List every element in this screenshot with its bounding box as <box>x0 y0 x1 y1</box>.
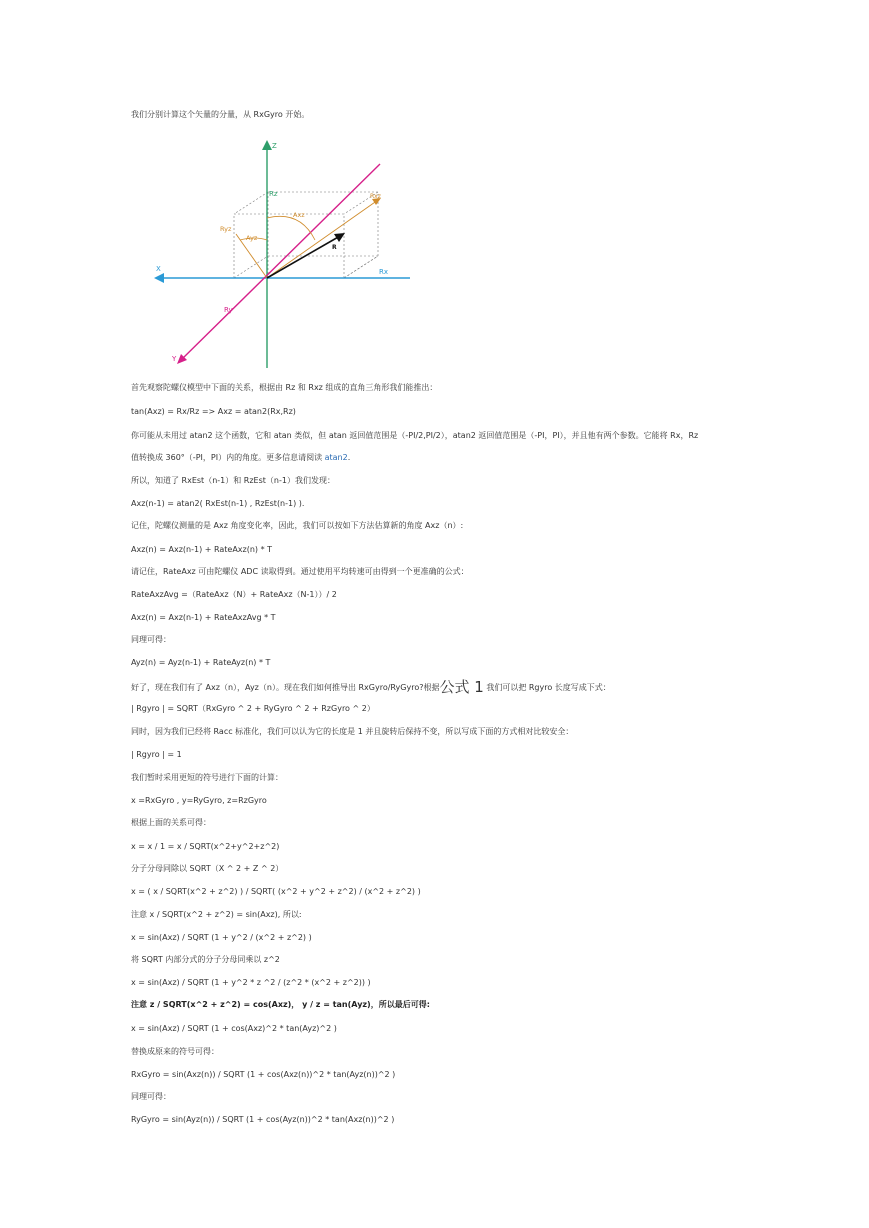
x-label: X <box>156 265 161 273</box>
formula: RxGyro = sin(Axz(n)) / SQRT (1 + cos(Axz(n))^2 * tan(Ayz(n))^2 ) <box>131 1070 396 1079</box>
paragraph: 值转换成 360°（-PI，PI）内的角度。更多信息请阅读 atan2. <box>131 453 351 462</box>
z-label: Z <box>272 142 277 150</box>
formula: Ayz(n) = Ayz(n-1) + RateAyz(n) * T <box>131 658 271 667</box>
formula: x =RxGyro , y=RyGyro, z=RzGyro <box>131 796 267 805</box>
paragraph: 你可能从未用过 atan2 这个函数，它和 atan 类似，但 atan 返回值范围是（-PI/2,PI/2），atan2 返回值范围是（-PI，PI），并且他有两个参数。它能将 Rx，Rz <box>131 431 699 440</box>
ry-label: Ry <box>224 306 233 314</box>
paragraph: 分子分母同除以 SQRT（X ^ 2 + Z ^ 2） <box>131 864 284 873</box>
formula: x = x / 1 = x / SQRT(x^2+y^2+z^2) <box>131 842 280 851</box>
rxz-label: Rxz <box>370 193 381 200</box>
vector-diagram <box>150 136 420 372</box>
formula: Axz(n) = Axz(n-1) + RateAxz(n) * T <box>131 545 273 554</box>
intro-text: 我们分别计算这个矢量的分量，从 RxGyro 开始。 <box>131 110 310 119</box>
atan2-link[interactable]: atan2 <box>324 453 348 462</box>
paragraph: 首先观察陀螺仪模型中下面的关系，根据由 Rz 和 Rxz 组成的直角三角形我们能推出： <box>131 383 438 392</box>
paragraph: 注意 x / SQRT(x^2 + z^2) = sin(Axz), 所以: <box>131 910 302 919</box>
paragraph: 所以，知道了 RxEst（n-1）和 RzEst（n-1）我们发现： <box>131 476 335 485</box>
formula: x = sin(Axz) / SQRT (1 + y^2 * z ^2 / (z^2 * (x^2 + z^2)) ) <box>131 978 371 987</box>
z-arrowhead <box>262 140 272 150</box>
paragraph: 同理可得： <box>131 1092 171 1101</box>
paragraph: 同时，因为我们已经将 Racc 标准化，我们可以认为它的长度是 1 并且旋转后保持不变，所以写成下面的方式相对比较安全： <box>131 727 574 736</box>
ryz-label: Ryz <box>220 225 232 233</box>
paragraph: 我们暂时采用更短的符号进行下面的计算： <box>131 773 283 782</box>
paragraph: 记住，陀螺仪测量的是 Axz 角度变化率，因此，我们可以按如下方法估算新的角度 Axz（n）: <box>131 521 464 530</box>
formula: x = ( x / SQRT(x^2 + z^2) ) / SQRT( (x^2 + y^2 + z^2) / (x^2 + z^2) ) <box>131 887 421 896</box>
bold-paragraph: 注意 z / SQRT(x^2 + z^2) = cos(Axz)， y / z = tan(Ayz)，所以最后可得: <box>131 1000 430 1009</box>
formula: tan(Axz) = Rx/Rz => Axz = atan2(Rx,Rz) <box>131 407 296 416</box>
paragraph: 将 SQRT 内部分式的分子分母同乘以 z^2 <box>131 955 280 964</box>
rz-label: Rz <box>269 190 278 198</box>
y-label: Y <box>172 355 177 363</box>
r-vector <box>267 236 340 278</box>
paragraph: 同理可得： <box>131 635 171 644</box>
formula: RyGyro = sin(Ayz(n)) / SQRT (1 + cos(Ayz(n))^2 * tan(Axz(n))^2 ) <box>131 1115 395 1124</box>
ayz-label: Ayz <box>246 234 258 242</box>
paragraph: 好了，现在我们有了 Axz（n），Ayz（n）。现在我们如何推导出 RxGyro/RyGyro?根据公式 1 我们可以把 Rgyro 长度写成下式： <box>131 678 611 696</box>
y-axis <box>180 164 380 361</box>
axz-label: Axz <box>293 211 305 219</box>
formula: RateAxzAvg =（RateAxz（N）+ RateAxz（N-1））/ 2 <box>131 590 337 599</box>
r-label: R <box>332 244 337 251</box>
r-arrowhead <box>334 233 345 242</box>
formula-ref: 公式 1 <box>439 678 484 696</box>
x-arrowhead <box>154 273 164 283</box>
rxz-vector <box>267 200 378 278</box>
paragraph: 根据上面的关系可得： <box>131 818 211 827</box>
axz-arc <box>267 216 315 240</box>
formula: Axz(n) = Axz(n-1) + RateAxzAvg * T <box>131 613 276 622</box>
paragraph: 请记住，RateAxz 可由陀螺仪 ADC 读取得到。通过使用平均转速可由得到一个更准确的公式： <box>131 567 469 576</box>
paragraph: 替换成原来的符号可得： <box>131 1047 219 1056</box>
formula: Axz(n-1) = atan2( RxEst(n-1) , RzEst(n-1) ). <box>131 499 305 508</box>
rx-label: Rx <box>379 268 389 276</box>
formula: | Rgyro | = 1 <box>131 750 182 759</box>
formula: | Rgyro | = SQRT（RxGyro ^ 2 + RyGyro ^ 2 + RzGyro ^ 2） <box>131 704 375 713</box>
formula: x = sin(Axz) / SQRT (1 + y^2 / (x^2 + z^2) ) <box>131 933 312 942</box>
formula: x = sin(Axz) / SQRT (1 + cos(Axz)^2 * tan(Ayz)^2 ) <box>131 1024 337 1033</box>
